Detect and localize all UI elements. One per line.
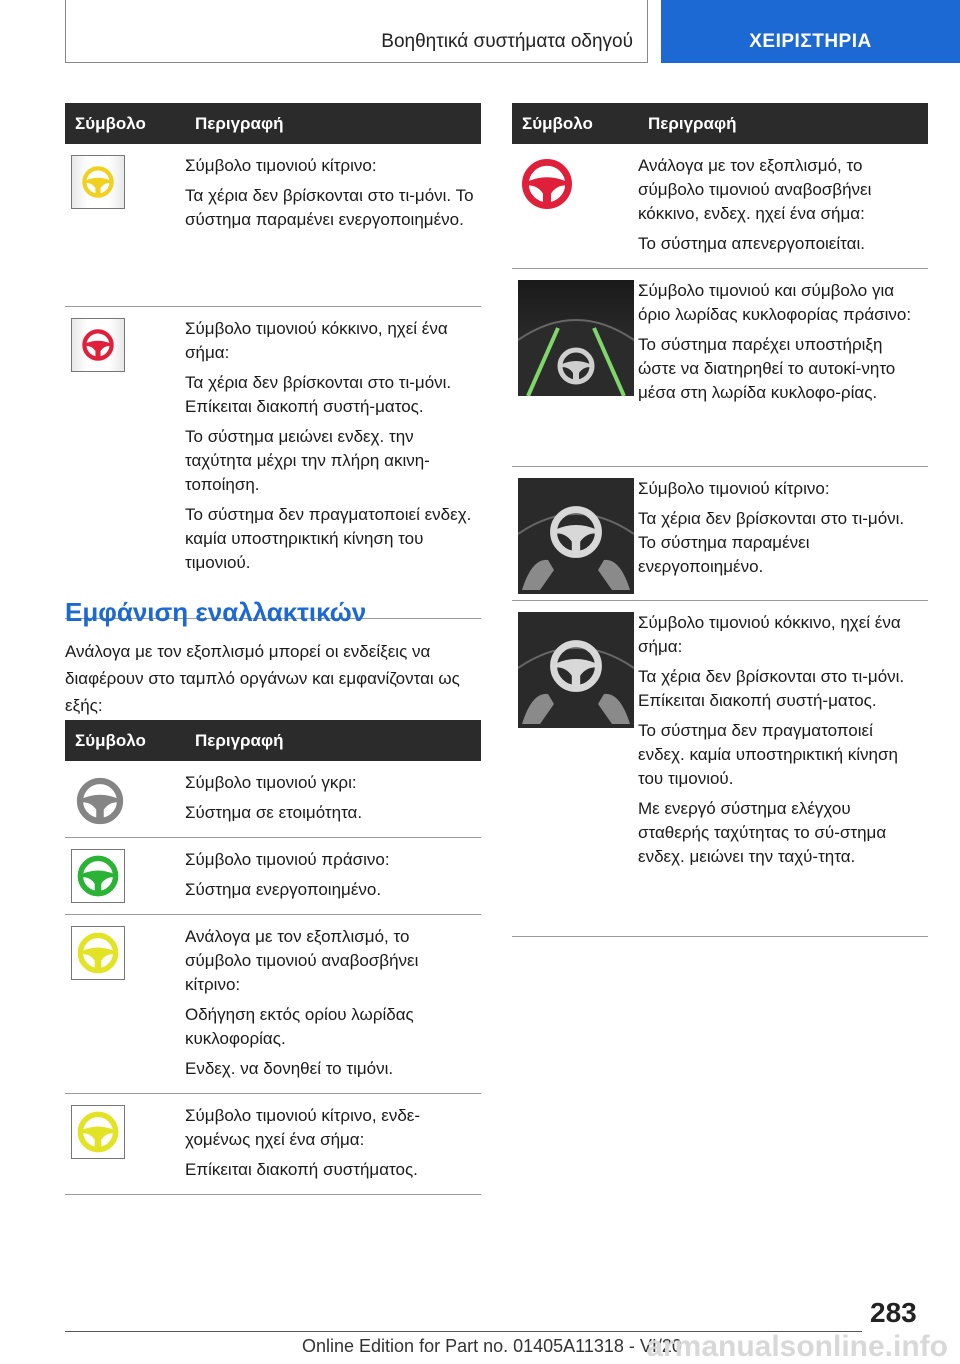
table-row: [512, 144, 928, 269]
row-text: Το σύστημα απενεργοποιείται.: [638, 234, 865, 253]
row-text: Σύμβολο τιμονιού κίτρινο:: [185, 156, 377, 175]
row-text: Ανάλογα με τον εξοπλισμό, το σύμβολο τιμονιού αναβοσβήνει κόκκινο, ενδεχ. ηχεί ένα σήμα:: [638, 156, 872, 223]
row-text: Σύμβολο τιμονιού κίτρινο:: [638, 479, 830, 498]
steering-wheel-hands-red-icon: [71, 318, 125, 372]
col-header-description: Περιγραφή: [638, 103, 928, 144]
row-text: Τα χέρια δεν βρίσκονται στο τι-μόνι. Επίκειται διακοπή συστή-ματος.: [638, 667, 905, 710]
row-text: Επίκειται διακοπή συστήματος.: [185, 1160, 418, 1179]
table-row: [512, 467, 928, 601]
table-row: [65, 838, 481, 915]
watermark: armanualsonline.info: [646, 1330, 948, 1363]
row-text: Σύμβολο τιμονιού πράσινο:: [185, 850, 390, 869]
symbol-table-alternatives: [65, 720, 481, 1195]
table-row: [65, 761, 481, 838]
table-row: [65, 915, 481, 1094]
symbol-table-right: [512, 103, 928, 937]
col-header-symbol: Σύμβολο: [512, 103, 638, 144]
row-text: Σύστημα σε ετοιμότητα.: [185, 803, 363, 822]
section-heading: Εμφάνιση εναλλακτικών: [65, 597, 367, 627]
section-intro: Ανάλογα με τον εξοπλισμό μπορεί οι ενδείξεις να διαφέρουν στο ταμπλό οργάνων και εμφανίζονται ως εξής:: [65, 642, 460, 715]
row-text: Τα χέρια δεν βρίσκονται στο τι-μόνι. Το σύστημα παραμένει ενεργοποιημένο.: [185, 186, 474, 229]
row-text: Σύμβολο τιμονιού κίτρινο, ενδε-χομένως ηχεί ένα σήμα:: [185, 1106, 421, 1149]
row-text: Ανάλογα με τον εξοπλισμό, το σύμβολο τιμονιού αναβοσβήνει κίτρινο:: [185, 927, 419, 994]
steering-wheel-green-icon: [71, 849, 125, 903]
symbol-table-hands-off: [65, 103, 481, 619]
row-text: Σύμβολο τιμονιού γκρι:: [185, 773, 357, 792]
row-text: Το σύστημα δεν πραγματοποιεί ενδεχ. καμία υποστηρικτική κίνηση του τιμονιού.: [185, 504, 472, 572]
lane-boundary-steering-green-icon: [518, 280, 634, 396]
row-text: Σύστημα ενεργοποιημένο.: [185, 880, 382, 899]
col-header-description: Περιγραφή: [185, 103, 481, 144]
steering-wheel-red-blinking-icon: [518, 155, 576, 213]
table-row: [65, 1094, 481, 1195]
table-row: [65, 144, 481, 306]
row-text: Ενδεχ. να δονηθεί το τιμόνι.: [185, 1059, 394, 1078]
row-text: Οδήγηση εκτός ορίου λωρίδας κυκλοφορίας.: [185, 1005, 414, 1048]
row-text: Το σύστημα παρέχει υποστήριξη ώστε να διατηρηθεί το αυτοκί-νητο μέσα στη λωρίδα κυκλοφο-ρίας.: [638, 335, 896, 402]
table-row: [65, 306, 481, 618]
row-text: Με ενεργό σύστημα ελέγχου σταθερής ταχύτητας το σύ-στημα ενδεχ. μειώνει την ταχύ-τητα.: [638, 799, 887, 866]
steering-wheel-yellow-icon: [71, 1105, 125, 1159]
hands-off-steering-red-display-icon: [518, 612, 634, 728]
col-header-symbol: Σύμβολο: [65, 720, 185, 761]
row-text: Σύμβολο τιμονιού και σύμβολο για όριο λωρίδας κυκλοφορίας πράσινο:: [638, 281, 912, 324]
chapter-tab[interactable]: ΧΕΙΡΙΣΤΗΡΙΑ: [661, 0, 960, 63]
table-row: [512, 601, 928, 937]
row-text: Το σύστημα μειώνει ενδεχ. την ταχύτητα μέχρι την πλήρη ακινη-τοποίηση.: [185, 426, 430, 494]
row-text: Σύμβολο τιμονιού κόκκινο, ηχεί ένα σήμα:: [638, 613, 901, 656]
row-text: Τα χέρια δεν βρίσκονται στο τι-μόνι. Το σύστημα παραμένει ενεργοποιημένο.: [638, 509, 905, 576]
steering-wheel-gray-icon: [71, 772, 129, 830]
row-text: Το σύστημα δεν πραγματοποιεί ενδεχ. καμία υποστηρικτική κίνηση του τιμονιού.: [638, 721, 898, 788]
col-header-description: Περιγραφή: [185, 720, 481, 761]
running-header-section: Βοηθητικά συστήματα οδηγού: [65, 0, 648, 63]
page-number: 283: [870, 1297, 917, 1328]
table-row: [512, 269, 928, 467]
steering-wheel-yellow-blinking-icon: [71, 926, 125, 980]
edition-footer: Online Edition for Part no. 01405A11318 - VI/20: [302, 1336, 682, 1356]
steering-wheel-hands-yellow-icon: [71, 155, 125, 209]
row-text: Τα χέρια δεν βρίσκονται στο τι-μόνι. Επίκειται διακοπή συστή-ματος.: [185, 372, 452, 416]
row-text: Σύμβολο τιμονιού κόκκινο, ηχεί ένα σήμα:: [185, 318, 448, 362]
hands-off-steering-yellow-display-icon: [518, 478, 634, 594]
col-header-symbol: Σύμβολο: [65, 103, 185, 144]
